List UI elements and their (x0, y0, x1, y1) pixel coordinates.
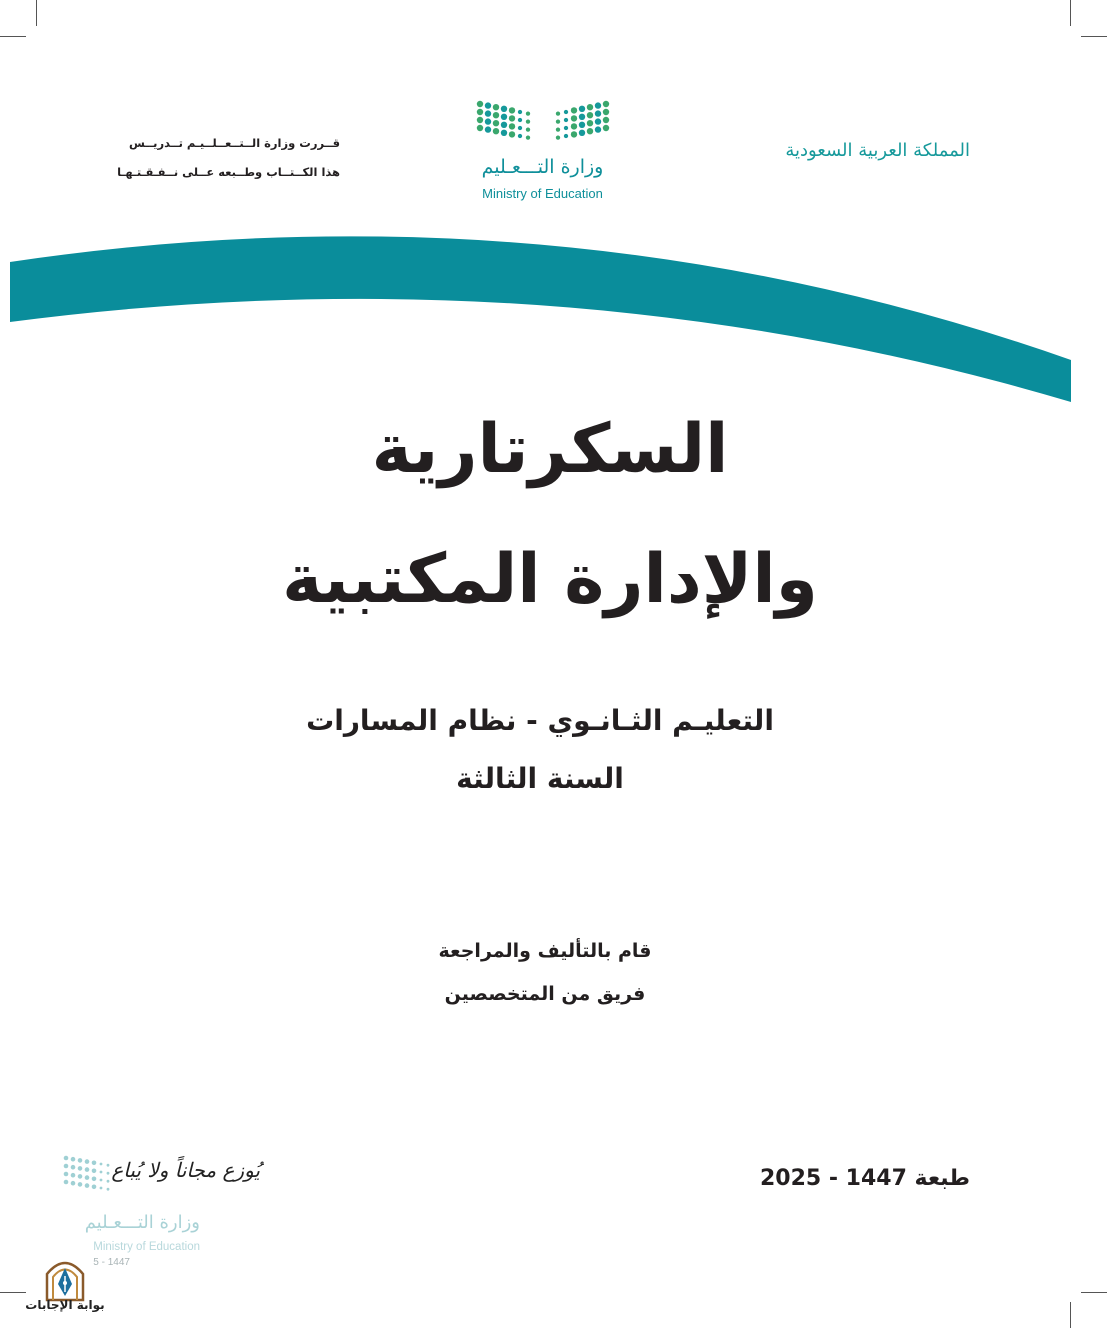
logo-dot (526, 111, 530, 115)
logo-dot (571, 131, 577, 137)
logo-dot (78, 1158, 83, 1163)
logo-dot (71, 1165, 76, 1170)
logo-dot (579, 114, 585, 120)
logo-dot (92, 1169, 97, 1174)
watermark-site-name: بوابة الإجابات (25, 1298, 105, 1312)
footer-ministry-name-ar: وزارة التـــعـليم (84, 1212, 200, 1233)
logo-dot (501, 122, 507, 128)
approval-line-1: قــررت وزارة الــتــعــلــيـم تــدريــس (129, 136, 340, 150)
logo-dot (107, 1180, 110, 1183)
logo-dot (92, 1185, 97, 1190)
logo-dot (518, 134, 522, 138)
logo-dot (509, 115, 515, 121)
ministry-name-en: Ministry of Education (482, 186, 603, 201)
logo-dot (78, 1182, 83, 1187)
logo-dot (556, 135, 560, 139)
logo-dot (477, 101, 483, 107)
logo-dot (493, 104, 499, 110)
logo-dot (85, 1183, 90, 1188)
logo-dot (477, 109, 483, 115)
logo-dot (64, 1180, 69, 1185)
logo-dot (107, 1188, 110, 1191)
logo-dot (92, 1177, 97, 1182)
logo-dot (493, 112, 499, 118)
crop-mark (0, 36, 26, 37)
logo-dot (78, 1174, 83, 1179)
book-title-line-2: والإدارة المكتبية (282, 540, 818, 619)
logo-dot (71, 1173, 76, 1178)
logo-dot (603, 101, 609, 107)
logo-dot (501, 106, 507, 112)
logo-dot (571, 115, 577, 121)
logo-dot (485, 118, 491, 124)
logo-dot (477, 125, 483, 131)
crop-mark (0, 1292, 26, 1293)
crop-mark (36, 0, 37, 26)
logo-dot (509, 107, 515, 113)
ministry-name-ar: وزارة التـــعـليم (481, 156, 604, 178)
logo-dot (64, 1156, 69, 1161)
approval-line-2: هذا الكــتــاب وطــبعه عــلى نــفـقـتـهـا (117, 165, 340, 179)
logo-dot (100, 1187, 103, 1190)
logo-dot (85, 1175, 90, 1180)
logo-dot (571, 123, 577, 129)
logo-dot (509, 131, 515, 137)
logo-dot (107, 1164, 110, 1167)
logo-dot (85, 1159, 90, 1164)
logo-dot (587, 104, 593, 110)
footer-dots (64, 1156, 110, 1191)
logo-dots-right (556, 101, 609, 140)
crop-mark (1070, 1302, 1071, 1328)
logo-dot (579, 122, 585, 128)
logo-dot (579, 106, 585, 112)
logo-dot (100, 1171, 103, 1174)
logo-dot (493, 120, 499, 126)
logo-dot (571, 107, 577, 113)
free-distribution-text: يُوزع مجاناً ولا يُباع (111, 1158, 260, 1182)
logo-dot (556, 127, 560, 131)
logo-dot (78, 1166, 83, 1171)
kingdom-name: المملكة العربية السعودية (785, 140, 970, 161)
logo-dot (509, 123, 515, 129)
logo-dot (587, 112, 593, 118)
subtitle-track: التعليـم الثـانـوي - نظام المسارات (306, 704, 774, 737)
logo-dot (107, 1172, 110, 1175)
logo-dot (485, 126, 491, 132)
edition-year: طبعة 1447 - 2025 (759, 1166, 970, 1191)
logo-dot (556, 111, 560, 115)
logo-dot (595, 102, 601, 108)
logo-dot (85, 1167, 90, 1172)
logo-dot (100, 1163, 103, 1166)
logo-dot (556, 119, 560, 123)
logo-dot (587, 120, 593, 126)
teal-arc-band (0, 210, 1107, 410)
book-title-line-1: السكرتارية (371, 410, 729, 489)
logo-dot (64, 1164, 69, 1169)
credits-line-2: فريق من المتخصصين (444, 983, 646, 1005)
logo-dot (564, 126, 568, 130)
crop-mark (1081, 1292, 1107, 1293)
footer-year-fragment: 5 - 1447 (93, 1257, 130, 1268)
logo-dot (485, 102, 491, 108)
logo-dot (100, 1179, 103, 1182)
logo-dot (64, 1172, 69, 1177)
logo-dot (603, 109, 609, 115)
credits-line-1: قام بالتأليف والمراجعة (438, 940, 652, 962)
logo-dot (518, 126, 522, 130)
logo-dot (485, 110, 491, 116)
logo-dot (564, 110, 568, 114)
logo-dot (518, 118, 522, 122)
crop-mark (1081, 36, 1107, 37)
logo-dot (71, 1157, 76, 1162)
logo-dot (71, 1181, 76, 1186)
logo-dot (501, 114, 507, 120)
logo-dot (587, 128, 593, 134)
subtitle-year: السنة الثالثة (456, 762, 624, 795)
logo-dot (526, 135, 530, 139)
logo-dot (92, 1161, 97, 1166)
logo-dot (526, 119, 530, 123)
logo-dot (564, 118, 568, 122)
logo-dot (595, 118, 601, 124)
logo-dot (564, 134, 568, 138)
logo-dot (603, 125, 609, 131)
logo-dot (493, 128, 499, 134)
logo-dot (579, 130, 585, 136)
logo-dot (595, 126, 601, 132)
logo-dot (603, 117, 609, 123)
pen-nib-logo-icon (44, 1256, 86, 1302)
logo-dot (526, 127, 530, 131)
logo-dot (477, 117, 483, 123)
logo-dots-left (477, 101, 530, 140)
logo-dot (595, 110, 601, 116)
footer-ministry-name-en: Ministry of Education (93, 1241, 200, 1253)
logo-dot (518, 110, 522, 114)
crop-mark (1070, 0, 1071, 26)
logo-dot (501, 130, 507, 136)
